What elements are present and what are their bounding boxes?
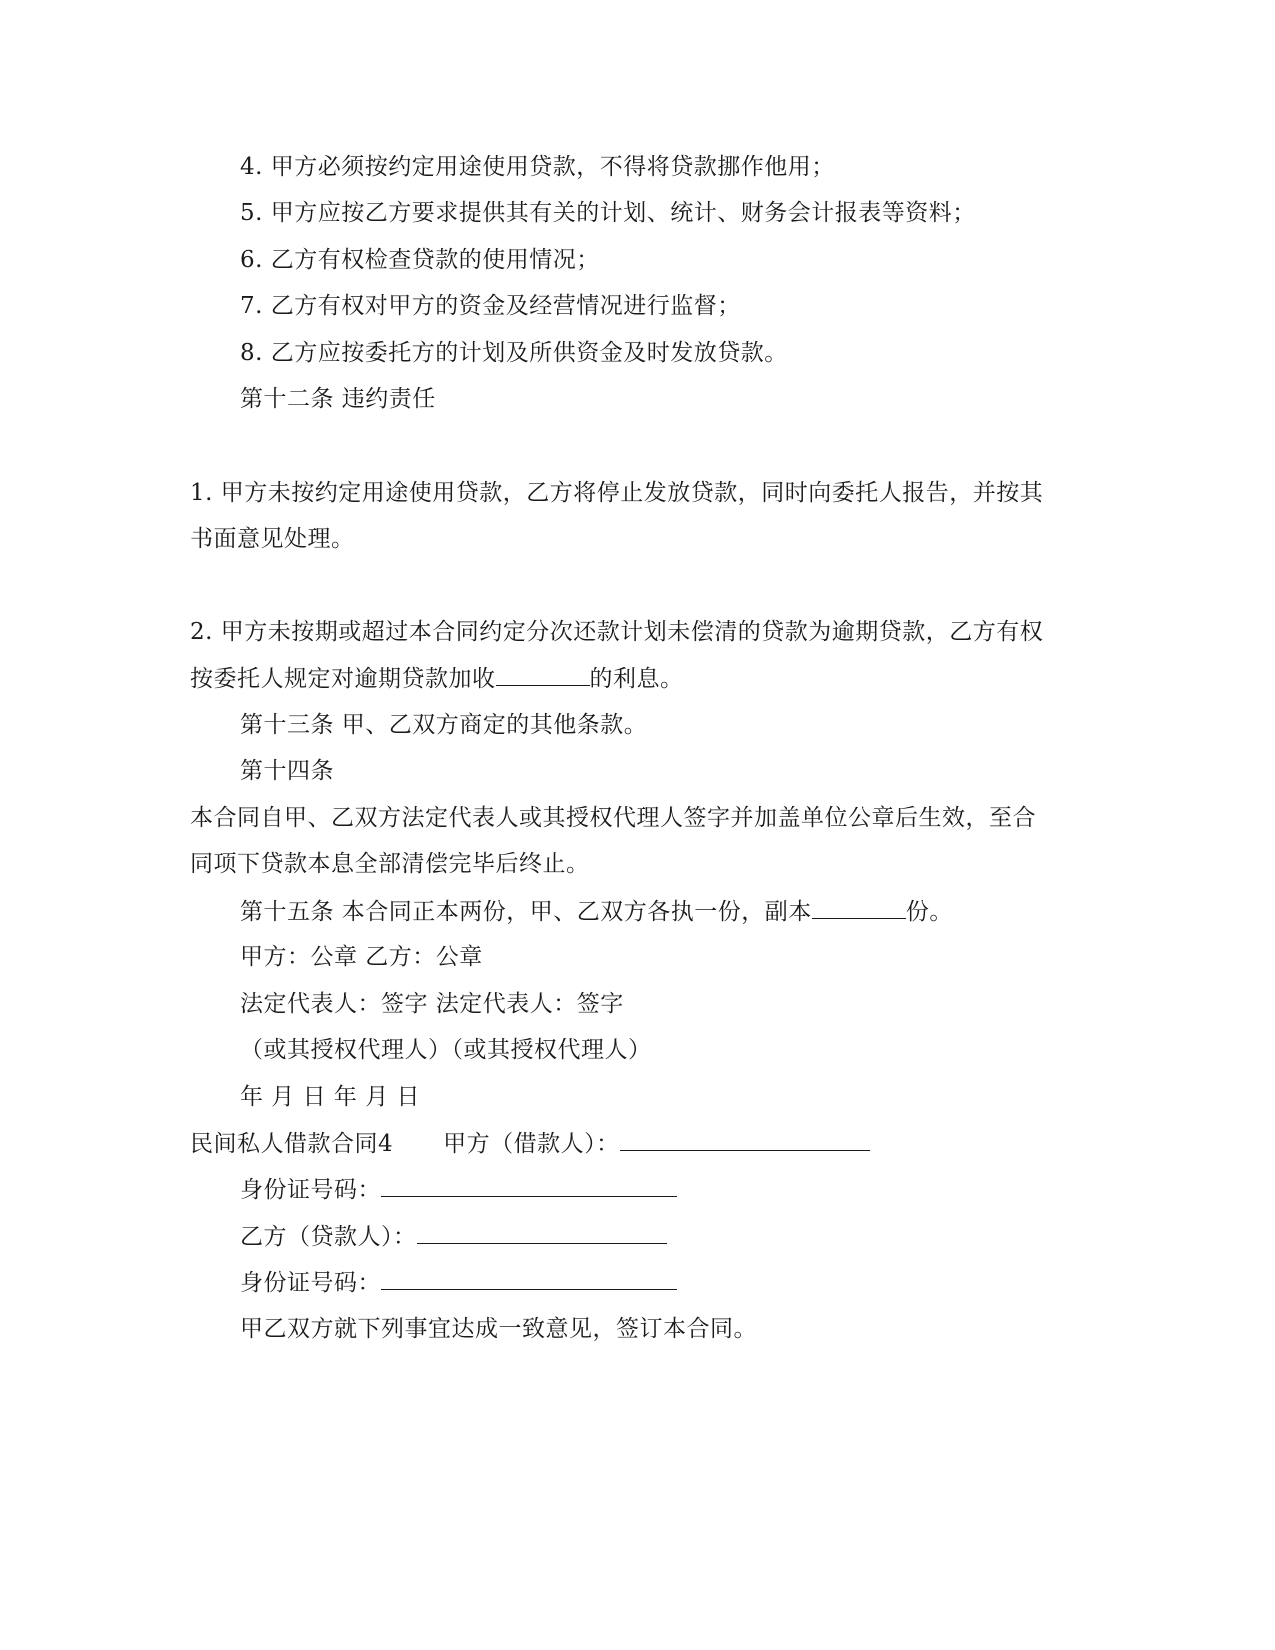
lender-row <box>240 1221 667 1252</box>
contract-4-title: 民间私人借款合同4 <box>190 1131 394 1157</box>
breach-item-2-cont <box>190 663 684 694</box>
agreement-statement: 甲乙双方就下列事宜达成一致意见，签订本合同。 <box>240 1316 757 1342</box>
lender-label: 乙方（贷款人）： <box>240 1224 417 1250</box>
clause-item-6: 6. 乙方有权检查贷款的使用情况； <box>240 247 600 273</box>
article-15-text: 第十五条 本合同正本两份，甲、乙双方各执一份，副本 <box>240 899 812 925</box>
lender-blank[interactable] <box>417 1221 667 1244</box>
article-14-text-cont: 同项下贷款本息全部清偿完毕后终止。 <box>190 851 590 877</box>
signature-line: 法定代表人：签字 法定代表人：签字 <box>240 991 624 1017</box>
breach-item-1-cont: 书面意见处理。 <box>190 526 355 552</box>
clause-item-4: 4. 甲方必须按约定用途使用贷款，不得将贷款挪作他用； <box>240 154 835 180</box>
copies-blank[interactable] <box>812 896 906 919</box>
lender-id-label: 身份证号码： <box>240 1270 381 1296</box>
clause-item-8: 8. 乙方应按委托方的计划及所供资金及时发放贷款。 <box>240 340 788 366</box>
lender-id-row <box>240 1267 677 1298</box>
seal-line: 甲方：公章 乙方：公章 <box>240 944 483 970</box>
article-15 <box>240 896 953 927</box>
article-14-text: 本合同自甲、乙双方法定代表人或其授权代理人签字并加盖单位公章后生效，至合 <box>190 805 1036 831</box>
borrower-label: 甲方（借款人）： <box>443 1131 620 1157</box>
article-12-heading: 第十二条 违约责任 <box>240 386 436 412</box>
article-13: 第十三条 甲、乙双方商定的其他条款。 <box>240 712 648 738</box>
clause-item-7: 7. 乙方有权对甲方的资金及经营情况进行监督； <box>240 293 741 319</box>
article-15-tail: 份。 <box>905 899 953 925</box>
breach-item-1: 1. 甲方未按约定用途使用贷款，乙方将停止发放贷款，同时向委托人报告，并按其 <box>190 480 1044 506</box>
lender-id-blank[interactable] <box>381 1267 677 1290</box>
borrower-id-row <box>240 1174 677 1205</box>
breach-item-2: 2. 甲方未按期或超过本合同约定分次还款计划未偿清的贷款为逾期贷款，乙方有权 <box>190 619 1044 645</box>
contract-4-title-row <box>190 1128 870 1159</box>
breach-item-2-tail: 的利息。 <box>589 666 684 692</box>
interest-blank[interactable] <box>496 663 590 686</box>
borrower-id-blank[interactable] <box>381 1174 677 1197</box>
article-14-heading: 第十四条 <box>240 758 334 784</box>
clause-item-5: 5. 甲方应按乙方要求提供其有关的计划、统计、财务会计报表等资料； <box>240 200 976 226</box>
borrower-id-label: 身份证号码： <box>240 1177 381 1203</box>
borrower-blank[interactable] <box>620 1128 870 1151</box>
date-line: 年 月 日 年 月 日 <box>240 1084 421 1110</box>
breach-item-2-text: 按委托人规定对逾期贷款加收 <box>190 666 496 692</box>
agent-line: （或其授权代理人）（或其授权代理人） <box>240 1037 652 1063</box>
